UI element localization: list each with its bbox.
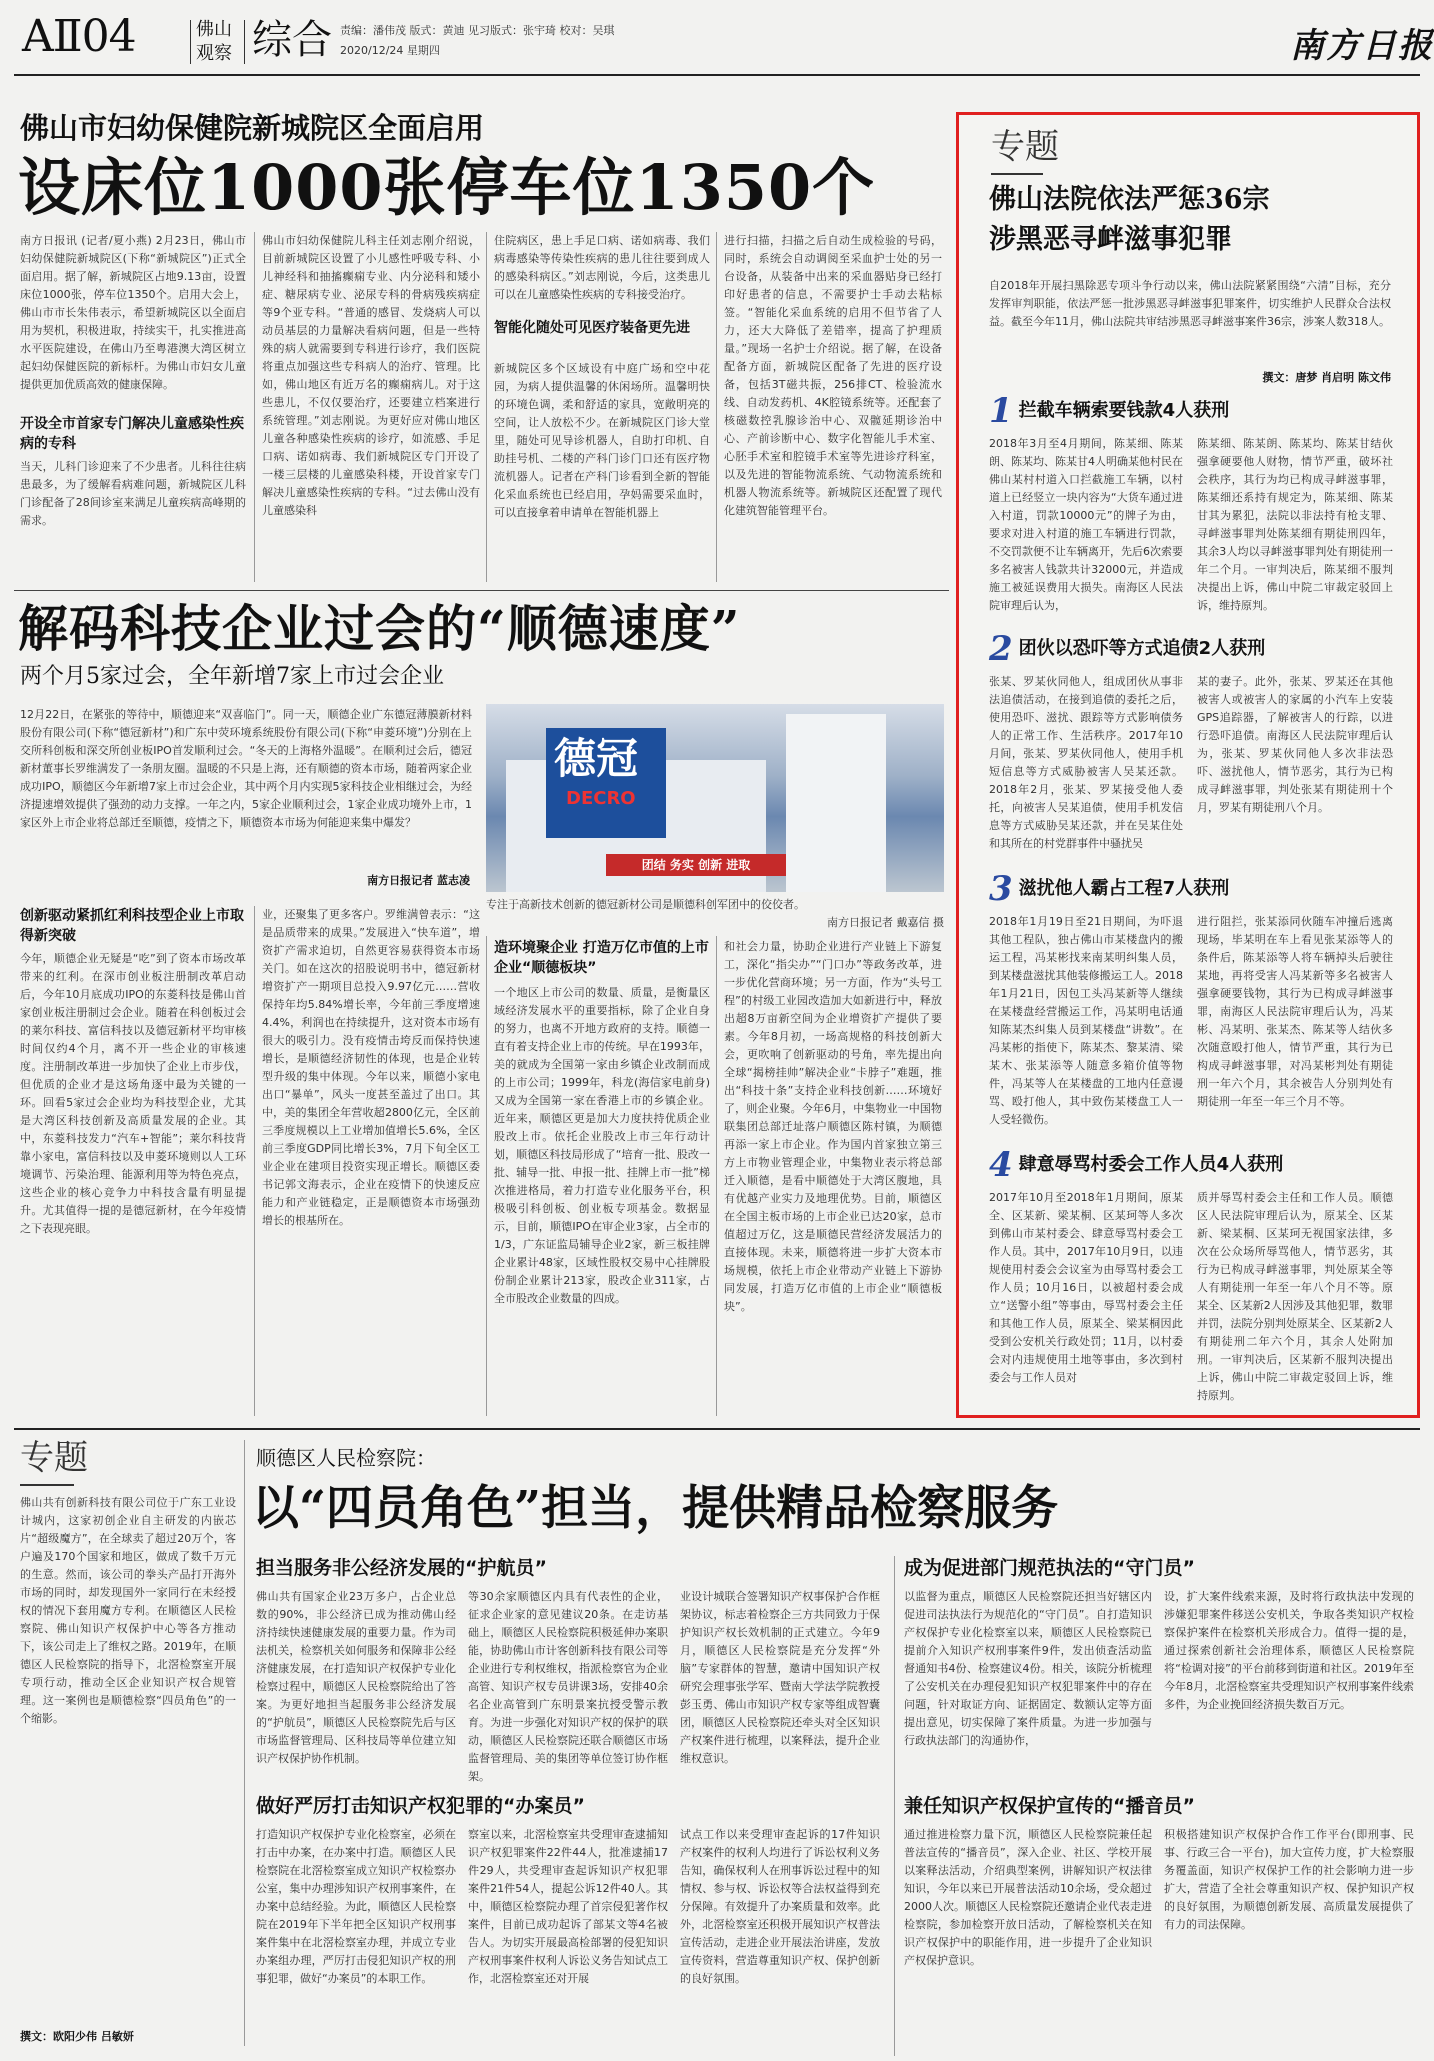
- sidebar-authors: 撰文：唐梦 肖启明 陈文伟: [1262, 371, 1391, 384]
- editor-credits: 责编：潘伟茂 版式：黄迪 见习版式：张宇琦 校对：吴琪: [340, 24, 615, 37]
- bottom-sec1-title: 担当服务非公经济发展的“护航员”: [256, 1557, 547, 1579]
- case-number: 1: [989, 391, 1013, 431]
- article2-col-c: 一个地区上市公司的数量、质量，是衡量区域经济发展水平的重要指标，除了企业自身的努力，也离不开地方政府的支持。顺德一直有着支持企业上市的传统。早在1993年，美的就成为全国第一家由乡镇企业改制而成的上市公司；1999年，科龙(海信家电前身)又成为全国第一家在香港上市的乡镇企业。近年来，顺德区更是加大力度扶持优质企业股改上市。依托企业股改上市三年行动计划，顺德区科技局形成了“培育一批、股改一批、辅导一批、申报一批、挂牌上市一批”梯次推进格局，着力打造专业化服务平台，积极吸引科创板、创业板专项基金。数据显示，目前，顺德IPO在审企业3家，占全市的1/3，广东证监局辅导企业2家，新三板挂牌企业累计48家，区域性股权交易中心挂牌股份制企业累计213家，股改企业311家，占全市股改企业数量的四成。: [494, 986, 710, 1305]
- case-title: [989, 869, 1393, 909]
- bottom-sec4-col2: 积极搭建知识产权保护合作工作平台(即刑事、民事、行政三合一平台)，加大宣传力度，扩大检察服务覆盖面，知识产权保护工作的社会影响力进一步扩大，营造了全社会尊重知识产权、保护知识产权的良好氛围，为顺德创新发展、高质量发展提供了有力的司法保障。: [1164, 1828, 1414, 1931]
- column-rule: [894, 1556, 895, 2056]
- section-divider: [190, 20, 191, 64]
- bottom-left-byline: 撰文：欧阳少伟 吕敏妍: [20, 2030, 134, 2043]
- article2-subhead-c: 造环境聚企业 打造万亿市值的上市企业“顺德板块”: [494, 940, 709, 976]
- article1-col1b: 当天，儿科门诊迎来了不少患者。儿科往往病患最多，为了缓解看病难问题，新城院区儿科门诊配备了28间诊室来满足儿童疾病高峰期的需求。: [20, 460, 246, 527]
- column-rule: [244, 1440, 245, 2046]
- sidebar-label-rule: [991, 173, 1043, 175]
- bottom-sec1-col1: 佛山共有国家企业23万多户，占企业总数的90%，非公经济已成为推动佛山经济持续快速健康发展的重要力量。作为司法机关，检察机关如何服务和保障非公经济健康发展，在打造知识产权保护专业化检察过程中，顺德区人民检察院给出了答案。为更好地担当起服务非公经济发展的“护航员”，顺德区人民检察院先后与区市场监督管理局、区科技局等单位建立知识产权保护协作机制。: [256, 1590, 456, 1765]
- issue-date: 2020/12/24 星期四: [340, 44, 440, 57]
- bottom-sec3-title: 成为促进部门规范执法的“守门员”: [904, 1557, 1195, 1579]
- article2-subhead-a: 创新驱动紧抓红利科技型企业上市取得新突破: [20, 908, 244, 944]
- sidebar-title-line2: 涉黑恶寻衅滋事犯罪: [989, 224, 1232, 255]
- case-col-left: 2018年3月至4月期间，陈某细、陈某朗、陈某均、陈某甘4人明确某他村民在佛山某村村道入口拦截施工车辆，以村道上已经竖立一块内容为“大货车通过进入村道，罚款10000元”的牌子为由，要求对进入村道的施工车辆进行罚款，不交罚款便不让车辆离开，先后6次索要多名被害人钱款共计32000元，并造成施工被延误费用大损失。南海区人民法院审理后认为，: [989, 437, 1183, 612]
- article2-byline: 南方日报记者 蓝志凌: [367, 874, 470, 887]
- case-col-left: 张某、罗某伙同他人，组成团伙从事非法追债活动，在接到追债的委托之后，使用恐吓、滋扰、跟踪等方式影响债务人的正常工作、生活秩序。2017年10月间，张某、罗某伙同他人，使用手机短信息等方式威胁被害人吴某还款。2018年2月，张某、罗某接受他人委托，向被害人吴某追债，使用手机发信息等方式威胁吴某还款，并在吴某住处和其所在的村党群事件中骚扰吴: [989, 675, 1183, 850]
- factory-photo: [486, 704, 944, 892]
- article1-kicker: 佛山市妇幼保健院新城院区全面启用: [20, 111, 485, 145]
- bottom-sec1-col3: 业设计城联合签署知识产权事保护合作框架协议，标志着检察企三方共同致力于保护知识产权长效机制的正式建立。今年9月，顺德区人民检察院是充分发挥“外脑”专家群体的智慧，邀请中国知识产权研究会理事张学军、暨南大学法学院教授彭玉勇、佛山市知识产权专家等组成智囊团，顺德区人民检察院还牵头对全区知识产权案件进行梳理，以案释法，提升企业维权意识。: [680, 1590, 880, 1765]
- article2-col-a: 今年，顺德企业无疑是“吃”到了资本市场改革带来的红利。在深市创业板注册制改革启动后，今年10月底成功IPO的东菱科技是佛山首家创业板注册制过会企业。随着在科创板过会的莱尔科技、富信科技以及德冠新材平均审核时间仅约4个月，离不开一些企业的审核速度。注册制改革进一步加快了企业上市步伐，但优质的企业才是这场角逐中最为关键的一环。回看5家过会企业均为科技型企业，尤其是大湾区科技创新及高质量发展的企业。其中，东菱科技发力“汽车+智能”；莱尔科技背靠小家电，富信科技以及申菱环境则以人工环境调节、污染治理、能源利用等为特色亮点，这些企业的核心竞争力中科技含量有明显提升。尤其值得一提的是德冠新材，在今年疫情之下表现亮眼。: [20, 952, 246, 1235]
- page-label: AⅡ04: [22, 11, 136, 62]
- bottom-section-rule: [14, 1428, 1420, 1430]
- article2-col-d: 和社会力量，协助企业进行产业链上下游复工，深化“指尖办”“门口办”等政务改革，进一步优化营商环境；另一方面，作为“头号工程”的村级工业园改造加大如新进行中，释放出超8万亩新空间为企业增资扩产提供了要素。今年8月初，一场高规格的科技创新大会，更吹响了创新驱动的号角，率先提出向全球“揭榜挂帅”解决企业“卡脖子”难题，推出“科技十条”支持企业科技创新……环境好了，则企业聚。今年6月，中集物业一中国物联集团总部迁址落户顺德区陈村镇，为顺德再添一家上市企业。作为国内首家独立第三方上市物业管理企业，中集物业表示将总部迁入顺德，是看中顺德处于大湾区腹地，具有优越产业实力及地理优势。目前，顺德区在全国主板市场的上市企业已达20家，总市值超过万亿，这是顺德民营经济发展活力的直接体现。未来，顺德将进一步扩大资本市场规模，依托上市企业带动产业链上下游协同发展，打造万亿市值的上市企业“顺德板块”。: [724, 940, 942, 1313]
- tower-block: [786, 714, 886, 892]
- column-rule: [486, 936, 487, 1416]
- bottom-sec3-col1: 以监督为重点，顺德区人民检察院还担当好辖区内促进司法执法行为规范化的“守门员”。自打造知识产权保护专业化检察室以来，顺德区人民检察院已提前介入知识产权刑事案件9件，发出侦查活动监督通知书4份、检察建议4份。相关，该院分析梳理了公安机关在办理侵犯知识产权犯罪案件中的存在问题，针对取证方向、证据固定、数额认定等方面提出意见，切实保障了案件质量。为进一步加强与行政执法部门的沟通协作，: [904, 1590, 1152, 1747]
- case-title-text: 拦截车辆索要钱款4人获刑: [1018, 400, 1230, 421]
- case-number: 4: [989, 1145, 1013, 1185]
- photo-credit: 南方日报记者 戴嘉信 摄: [827, 916, 944, 929]
- case-col-right: 进行阻拦，张某添同伙随车冲撞后逃离现场，毕某明在车上看见张某添等人的条件后，陈某添等人将车辆掉头后驶往某地，再将受害人冯某新等多名被害人强拿硬要钱物，其行为已构成寻衅滋事罪，南海区人民法院审理后认为，冯某彬、冯某明、张某杰、陈某等人结伙多次随意殴打他人，情节严重，其行为已构成寻衅滋事罪，对冯某彬判处有期徒刑一年六个月，其余被告人分别判处有期徒刑一年至一年三个月不等。: [1197, 915, 1393, 1108]
- article2-subhead: 两个月5家过会，全年新增7家上市过会企业: [20, 664, 444, 689]
- article2-headline: 解码科技企业过会的“顺德速度”: [18, 599, 741, 658]
- case-title-text: 滋扰他人霸占工程7人获刑: [1018, 878, 1230, 899]
- article2-col-b: 业，还聚集了更多客户。罗维满曾表示：“这是品质带来的成果。”发展进入“快车道”，增资扩产需求迫切，自然更容易获得资本市场关门。如在这次的招股说明书中，德冠新材增资扩产一期项目总投入9.97亿元……营收保持年均5.84%增长率，今年前三季度增速4.4%，利润也在持续提升，这对资本市场有很大的吸引力。没有疫情击垮反而保持快速增长，是顺德经济韧性的体现，也是企业转型升级的集中体现。今年以来，顺德小家电出口“暴单”，风头一度甚至盖过了出口。其中，美的集团全年营收超2800亿元，全区前三季度规模以上工业增加值增长5.6%，全区前三季度GDP同比增长3%，7月下旬全区工业企业在建项目投资实现正增长。顺德区委书记郭文海表示，企业在疫情下的快速反应能力和产业链稳定，正是顺德资本市场强劲增长的根基所在。: [262, 908, 480, 1227]
- article1-col4: 进行扫描，扫描之后自动生成检验的号码，同时，系统会自动调阅至采血护士处的另一台设备，从装备中出来的采血器贴身已经打印好患者的信息，不需要护士手动去粘标签。“智能化采血系统的启用不但节省了人力，还大大降低了差错率，提高了护理质量。”现场一名护士介绍说。据了解，在设备配备方面，新城院区配备了先进的医疗设备，包括3T磁共振，256排CT、检验流水线、自动发药机、4K腔镜系统等。还配套了核磁数控乳腺诊治中心、双髋延期诊治中心、产前诊断中心、数字化智能儿手术室、心胚手术室和腔镜手术室等先进诊疗科室，以及先进的智能物流系统、气动物流系统和机器人物流系统等。新城院区还配置了现代化建筑智能管理平台。: [724, 234, 942, 517]
- bottom-label: 专题: [20, 1438, 88, 1478]
- case-col-right: 某的妻子。此外，张某、罗某还在其他被害人或被害人的家属的小汽车上安装GPS追踪器，了解被害人的行踪，以进行恐吓追债。南海区人民法院审理后认为，张某、罗某伙同他人多次非法恐吓、滋扰他人，情节恶劣，其行为已构成寻衅滋事罪，判处张某有期徒刑十个月，罗某有期徒刑八个月。: [1197, 675, 1393, 814]
- section-rule: [14, 590, 949, 591]
- article1-subhead2: 智能化随处可见医疗装备更先进: [494, 320, 690, 336]
- case-item-2: [989, 629, 1393, 850]
- photo-caption: 专注于高新技术创新的德冠新材公司是顺德科创军团中的佼佼者。: [486, 898, 805, 911]
- sidebar-label: 专题: [991, 127, 1059, 167]
- article1-col3b: 新城院区多个区域设有中庭广场和空中花园，为病人提供温馨的休闲场所。温馨明快的环境色调，柔和舒适的家具，宽敞明亮的空间，让人放松不少。在新城院区门诊大堂里，随处可见导诊机器人，自助打印机、自助挂号机、二楼的产科门诊门口还有医疗物流机器人。记者在产科门诊看到全新的智能化采血系统也已经启用，孕妈需要采血时，可以直接拿着申请单在智能机器上: [494, 362, 710, 519]
- sign-en-text: DECRO: [566, 788, 636, 809]
- case-item-3: [989, 869, 1393, 1126]
- case-item-4: [989, 1145, 1393, 1402]
- section-label: 综合: [252, 17, 332, 63]
- section-small-label: 佛山观察: [196, 19, 232, 64]
- bottom-sec2-col1: 打造知识产权保护专业化检察室，必须在打击中办案，在办案中打造。顺德区人民检察院在北滘检察室成立知识产权检察办公室，集中办理涉知识产权刑事案件，在办案中总结经验。为此，顺德区人民检察院在2019年下半年把全区知识产权刑事案件集中在北滘检察室办理，并成立专业办案组办理，严厉打击侵犯知识产权的刑事犯罪，做好“办案员”的本职工作。: [256, 1828, 456, 1985]
- article1-subhead1: 开设全市首家专门解决儿童感染性疾病的专科: [20, 416, 244, 452]
- section-divider-2: [244, 20, 245, 64]
- column-rule: [486, 232, 487, 582]
- bottom-sec4-title: 兼任知识产权保护宣传的“播音员”: [904, 1795, 1195, 1817]
- article1-col3: 住院病区，患上手足口病、诺如病毒、我们病毒感染等传染性疾病的患儿往往要到成人的感染科病区。”刘志刚说，今后，这类患儿可以在儿童感染性疾病的专科接受治疗。: [494, 234, 710, 301]
- article2-lead: 12月22日，在紧张的等待中，顺德迎来“双喜临门”。同一天，顺德企业广东德冠薄膜新材料股份有限公司(下称“德冠新材”)和广东中荧环境系统股份有限公司(下称“申菱环境”)分别在上交所科创板和深交所创业板IPO首发顺利过会。“冬天的上海格外温暖”。在顺利过会后，德冠新材董事长罗维满发了一条朋友圈。温暖的不只是上海，还有顺德的资本市场，随着两家企业成功IPO，顺德区今年新增7家上市过会企业，其中两个月内实现5家科技企业相继过会，为经济提速增效提供了强劲的动力支撑。一年之内，5家企业顺利过会，1家企业成功境外上市，1家区外上市企业将总部迁至顺德，疫情之下，顺德资本市场为何能迎来集中爆发？: [20, 708, 472, 829]
- bottom-label-rule: [20, 1484, 74, 1486]
- case-number: 2: [989, 629, 1013, 669]
- article1-col1: 南方日报讯 (记者/夏小燕) 2月23日，佛山市妇幼保健院新城院区(下称“新城院区”)正式全面启用。据了解，新城院区占地9.13亩，设置床位1000张，停车位1350个。启用大会上，佛山市市长朱伟表示，希望新城院区以全面启用为契机，积极进取，持续实干，扎实推进高水平医院建设，在佛山乃至粤港澳大湾区树立起妇幼保健医院的新标杆。为佛山市妇女儿童提供更加优质高效的健康保障。: [20, 234, 246, 391]
- case-title-text: 团伙以恐吓等方式追债2人获刑: [1018, 638, 1266, 659]
- case-item-1: [989, 391, 1393, 612]
- bottom-sec1-col2: 等30余家顺德区内具有代表性的企业，征求企业家的意见建议20条。在走访基础上，顺德区人民检察院积极延伸办案职能，协助佛山市计客创新科技有限公司等企业进行专利权维权，指派检察官为企业高管、知识产权专员讲课3场，安排40余名企业高管到广东明景案抗授受警示教育。为进一步强化对知识产权的保护的联动，顺德区人民检察院还联合顺德区市场监督管理局、美的集团等单位签订协作框架。: [468, 1590, 668, 1782]
- column-rule: [716, 936, 717, 1416]
- bottom-sec2-col3: 试点工作以来受理审查起诉的17件知识产权案件的权利人均进行了诉讼权利义务告知，确保权利人在刑事诉讼过程中的知情权、参与权、诉讼权等合法权益得到充分保障。有效提升了办案质量和效率。此外，北滘检察室还积极开展知识产权普法宣传活动，走进企业开展法治讲座，发放宣传资料，营造尊重知识产权、保护创新的良好氛围。: [680, 1828, 880, 1985]
- masthead-logo: 南方日报: [1290, 26, 1434, 66]
- bottom-kicker: 顺德区人民检察院：: [256, 1446, 436, 1470]
- sidebar-intro: 自2018年开展扫黑除恶专项斗争行动以来，佛山法院紧紧围绕“六清”目标，充分发挥审判职能，依法严惩一批涉黑恶寻衅滋事犯罪案件，切实维护人民群众合法权益。截至今年11月，佛山法院共审结涉黑恶寻衅滋事案件36宗，涉案人数318人。: [989, 279, 1391, 328]
- header-rule: [14, 74, 1420, 76]
- case-title: [989, 1145, 1393, 1185]
- case-title: [989, 391, 1393, 431]
- case-title: [989, 629, 1393, 669]
- column-rule: [716, 232, 717, 582]
- sign-text: 德冠: [554, 734, 639, 783]
- sidebar-title-line1: 佛山法院依法严惩36宗: [989, 184, 1270, 215]
- case-col-left: 2018年1月19日至21日期间，为吓退其他工程队，独占佛山市某楼盘内的搬运工程，冯某彬找来南某明纠集人员，到某楼盘滋扰其他装修搬运工人。2018年1月21日，因包工头冯某新等人继续在某楼盘经营搬运工作，冯某明电话通知陈某杰纠集人员到某楼盘“讲数”。在冯某彬的指使下，陈某杰、黎某清、梁某木、张某添等人随意多箱价值等物件，冯某等人在某楼盘的工地内任意谩骂、殴打他人，其中致伤某楼盘工人一人受轻微伤。: [989, 915, 1183, 1126]
- column-rule: [254, 232, 255, 582]
- bottom-left-column: 佛山共有创新科技有限公司位于广东工业设计城内，这家初创企业自主研发的内嵌芯片“超级魔方”，在全球卖了超过20万个，客户遍及170个国家和地区，做成了数千万元的生意。然而，该公司的拳头产品打开海外市场的同时，却发现国外一家同行在未经授权的情况下套用魔方专利。在顺德区人民检察院、佛山知识产权保护中心等各方推动下，该公司走上了维权之路。2019年，在顺德区人民检察院的指导下，北滘检察室开展专项行动，推动全区企业知识产权合规管理。这一案例也是顺德检察“四员角色”的一个缩影。: [20, 1496, 236, 1725]
- sidebar-box: [956, 112, 1420, 1418]
- case-title-text: 肆意辱骂村委会工作人员4人获刑: [1018, 1154, 1284, 1175]
- case-col-right: 陈某细、陈某朗、陈某均、陈某甘结伙强拿硬要他人财物，情节严重，破坏社会秩序，其行为均已构成寻衅滋事罪，陈某细还系持有规定为，陈某细、陈某甘其为累犯，法院以非法持有枪支罪、寻衅滋事罪判处陈某细有期徒刑四年，其余3人均以寻衅滋事罪判处有期徒刑一年二个月。一审判决后，陈某细不服判决提出上诉，佛山中院二审裁定驳回上诉，维持原判。: [1197, 437, 1393, 612]
- article1-headline: 设床位1000张停车位1350个: [18, 151, 876, 224]
- bottom-sec2-col2: 察室以来，北滘检察室共受理审查逮捕知识产权犯罪案件22件44人，批准逮捕17件29人，共受理审查起诉知识产权犯罪案件21件54人，提起公诉12件40人。其中，顺德区检察院办理了首宗侵犯著作权案件，目前已成功起诉了部某文等4名被告人。为切实开展最高检部署的侵犯知识产权刑事案件权利人诉讼义务告知试点工作，北滘检察室还对开展: [468, 1828, 668, 1985]
- case-col-left: 2017年10月至2018年1月期间，原某全、区某新、梁某桐、区某珂等人多次到佛山市某村委会、肆意辱骂村委会工作人员。其中，2017年10月9日，以违规使用村委会会议室为由辱骂村委会工作人员；10月16日，以被超村委会成立“送警小组”等事由，辱骂村委会主任和其他工作人员，原某全、梁某桐因此受到公安机关行政处罚；11月，以村委会对内违规使用土地等事由，多次到村委会与工作人员对: [989, 1191, 1183, 1384]
- column-rule: [254, 906, 255, 1416]
- bottom-sec3-col2: 设，扩大案件线索来源，及时将行政执法中发现的涉嫌犯罪案件移送公安机关，争取各类知识产权检察保护案件在检察机关形成合力。值得一提的是，通过探索创新社会治理体系，顺德区人民检察院将“检调对接”的平台前移到街道和社区。2019年至今年8月，北滘检察室共受理知识产权刑事案件线索多件，为企业挽回经济损失数百万元。: [1164, 1590, 1414, 1711]
- page-header: [0, 0, 1434, 76]
- case-col-right: 质并辱骂村委会主任和工作人员。顺德区人民法院审理后认为，原某全、区某新、梁某桐、区某珂无视国家法律，多次在公众场所辱骂他人，情节恶劣，其行为已构成寻衅滋事罪，判处原某全等人有期徒刑一年至一年八个月不等。原某全、区某新2人因涉及其他犯罪，数罪并罚，法院分别判处原某全、区某新2人有期徒刑二年六个月，其余人处附加刑。一审判决后，区某新不服判决提出上诉，佛山中院二审裁定驳回上诉，维持原判。: [1197, 1191, 1393, 1402]
- article1-col2: 佛山市妇幼保健院儿科主任刘志刚介绍说，目前新城院区设置了小儿感性呼吸专科、小儿神经科和抽搐癫痫专业、内分泌科和矮小症、糖尿病专业、泌尿专科的骨病残疾病症等9个亚专科。“普通的感冒、发烧病人可以动员基层的力量解决看病问题，但是一些特殊的病人就需要到专科进行诊疗，我们医院将重点加强这些专科病人的治疗、管理。比如，佛山地区有近万名的癫痫病儿。对于这些患儿，不仅仅要治疗，还要建立档案进行系统管理。”刘志刚说。为更好应对佛山地区儿童各种感染性疾病的诊疗，如流感、手足口病、诺如病毒、我们新城院区专门开设了一楼三层楼的儿童感染科楼，开设首家专门解决儿童感染性疾病的专科。“过去佛山没有儿童感染科: [262, 234, 480, 517]
- bottom-sec2-title: 做好严厉打击知识产权犯罪的“办案员”: [256, 1795, 585, 1817]
- photo-banner: 团结 务实 创新 进取: [606, 854, 786, 876]
- case-number: 3: [989, 869, 1013, 909]
- bottom-sec4-col1: 通过推进检察力量下沉，顺德区人民检察院兼任起普法宣传的“播音员”，深入企业、社区、学校开展以案释法活动，介绍典型案例，讲解知识产权法律知识，今年以来已开展普法活动10余场，受众超过2000人次。顺德区人民检察院还邀请企业代表走进检察院，参加检察开放日活动，了解检察机关在知识产权保护中的职能作用，进一步提升了企业知识产权保护意识。: [904, 1828, 1152, 1967]
- bottom-headline: 以“四员角色”担当，提供精品检察服务: [252, 1481, 1059, 1536]
